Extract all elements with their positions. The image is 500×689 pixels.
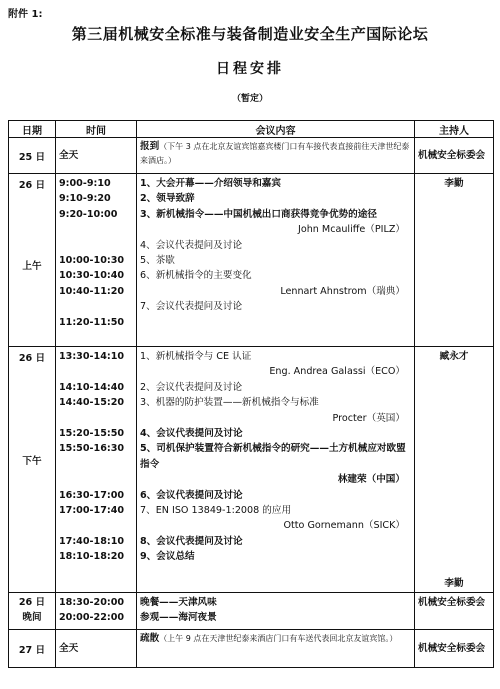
date-cell xyxy=(9,630,56,668)
speaker-text: Procter（英国） xyxy=(332,412,405,424)
time-slot: 15:20-15:50 xyxy=(59,427,125,439)
table-row xyxy=(9,347,494,593)
table-row xyxy=(9,630,494,668)
content-main-text: 报到 xyxy=(140,141,160,152)
time-cell xyxy=(56,630,137,668)
annex-label: 附件 1: xyxy=(8,9,43,20)
column-header-host: 主持人 xyxy=(415,121,494,138)
host-cell xyxy=(415,630,494,668)
schedule-table xyxy=(8,120,494,668)
time-slot: 17:40-18:10 xyxy=(59,535,125,547)
table-row xyxy=(9,174,494,347)
agenda-item: 参观——海河夜景 xyxy=(140,612,217,624)
agenda-item: 4、会议代表提问及讨论 xyxy=(140,239,243,251)
time-slot: 15:50-16:30 xyxy=(59,443,125,455)
host-text: 机械安全标委会 xyxy=(418,597,486,608)
period-text: 晚间 xyxy=(22,612,42,623)
agenda-item: 7、EN ISO 13849-1:2008 的应用 xyxy=(140,504,292,516)
date-cell xyxy=(9,138,56,174)
date-text: 26 日 xyxy=(18,353,46,364)
time-slot: 9:10-9:20 xyxy=(59,193,111,205)
host-cell xyxy=(415,138,494,174)
period-text: 上午 xyxy=(22,261,42,272)
period-text: 下午 xyxy=(22,456,42,467)
agenda-item: 3、新机械指令——中国机械出口商获得竞争优势的途径 xyxy=(140,208,377,220)
column-header-time: 时间 xyxy=(56,121,137,138)
date-cell xyxy=(9,174,56,347)
time-slot: 14:40-15:20 xyxy=(59,397,125,409)
time-slot: 20:00-22:00 xyxy=(59,612,125,624)
content-cell xyxy=(137,630,415,668)
content-cell xyxy=(137,138,415,174)
date-text: 26 日 xyxy=(18,597,46,608)
time-cell xyxy=(56,138,137,174)
time-text: 全天 xyxy=(59,642,79,654)
time-slot: 10:30-10:40 xyxy=(59,270,125,282)
content-note-text: （下午 3 点在北京友谊宾馆嘉宾楼门口有车接代表直接前往天津世纪泰来酒店。） xyxy=(140,142,410,165)
time-slot: 14:10-14:40 xyxy=(59,381,125,393)
time-slot: 9:00-9:10 xyxy=(59,178,111,189)
host-text: 李勤 xyxy=(444,178,464,189)
agenda-item: 3、机器的防护装置——新机械指令与标准 xyxy=(140,397,319,409)
date-cell xyxy=(9,593,56,630)
speaker-text: 林建荣（中国） xyxy=(337,474,405,486)
agenda-item: 5、司机保护装置符合新机械指令的研究——土方机械应对欧盟指令 xyxy=(140,443,406,470)
host-cell xyxy=(415,347,494,593)
speaker-text: Otto Gornemann（SICK） xyxy=(283,520,405,532)
agenda-item: 6、新机械指令的主要变化 xyxy=(140,270,252,282)
table-row xyxy=(9,593,494,630)
document-subtitle: 日程安排 xyxy=(216,61,284,77)
time-slot: 16:30-17:00 xyxy=(59,489,125,501)
time-cell xyxy=(56,593,137,630)
column-header-content: 会议内容 xyxy=(137,121,415,138)
agenda-item: 2、会议代表提问及讨论 xyxy=(140,381,243,393)
agenda-item: 9、会议总结 xyxy=(140,551,195,563)
content-cell xyxy=(137,347,415,593)
agenda-item: 6、会议代表提问及讨论 xyxy=(140,489,243,501)
date-text: 27 日 xyxy=(18,644,46,656)
time-slot: 9:20-10:00 xyxy=(59,208,118,220)
host-text: 机械安全标委会 xyxy=(418,642,486,654)
agenda-item: 2、领导致辞 xyxy=(140,193,195,205)
host-text: 机械安全标委会 xyxy=(418,149,486,161)
time-slot: 11:20-11:50 xyxy=(59,316,125,328)
date-cell xyxy=(9,347,56,593)
agenda-item: 7、会议代表提问及讨论 xyxy=(140,301,243,313)
agenda-item: 1、大会开幕——介绍领导和嘉宾 xyxy=(140,178,281,189)
tentative-note: （暂定） xyxy=(231,94,268,104)
time-slot: 17:00-17:40 xyxy=(59,504,125,516)
host-text: 臧永才 xyxy=(439,351,469,362)
content-cell xyxy=(137,174,415,347)
table-header-row xyxy=(9,121,494,138)
date-text: 26 日 xyxy=(18,180,46,191)
table-row xyxy=(9,138,494,174)
agenda-item: 晚餐——天津风味 xyxy=(140,597,217,608)
time-text: 全天 xyxy=(59,149,79,161)
content-note-text: （上午 9 点在天津世纪泰来酒店门口有车送代表回北京友谊宾馆。） xyxy=(159,634,398,643)
date-text: 25 日 xyxy=(18,151,46,163)
speaker-text: Lennart Ahnstrom（瑞典） xyxy=(280,285,405,297)
agenda-item: 8、会议代表提问及讨论 xyxy=(140,535,243,547)
content-cell xyxy=(137,593,415,630)
agenda-item: 5、茶歇 xyxy=(140,254,175,266)
speaker-text: John Mcauliffe（PILZ） xyxy=(298,224,405,236)
time-slot: 13:30-14:10 xyxy=(59,351,125,362)
time-slot: 18:30-20:00 xyxy=(59,597,125,608)
host-text: 李勤 xyxy=(444,578,464,589)
host-cell xyxy=(415,593,494,630)
time-cell xyxy=(56,174,137,347)
agenda-item: 1、新机械指令与 CE 认证 xyxy=(140,351,252,362)
time-slot: 10:40-11:20 xyxy=(59,285,125,297)
agenda-item: 4、会议代表提问及讨论 xyxy=(140,427,243,439)
content-main-text: 疏散 xyxy=(140,633,160,644)
time-slot: 18:10-18:20 xyxy=(59,551,125,563)
document-title: 第三届机械安全标准与装备制造业安全生产国际论坛 xyxy=(71,25,429,43)
host-cell xyxy=(415,174,494,347)
column-header-date: 日期 xyxy=(9,121,56,138)
time-cell xyxy=(56,347,137,593)
speaker-text: Eng. Andrea Galassi（ECO） xyxy=(269,366,405,378)
time-slot: 10:00-10:30 xyxy=(59,254,125,266)
